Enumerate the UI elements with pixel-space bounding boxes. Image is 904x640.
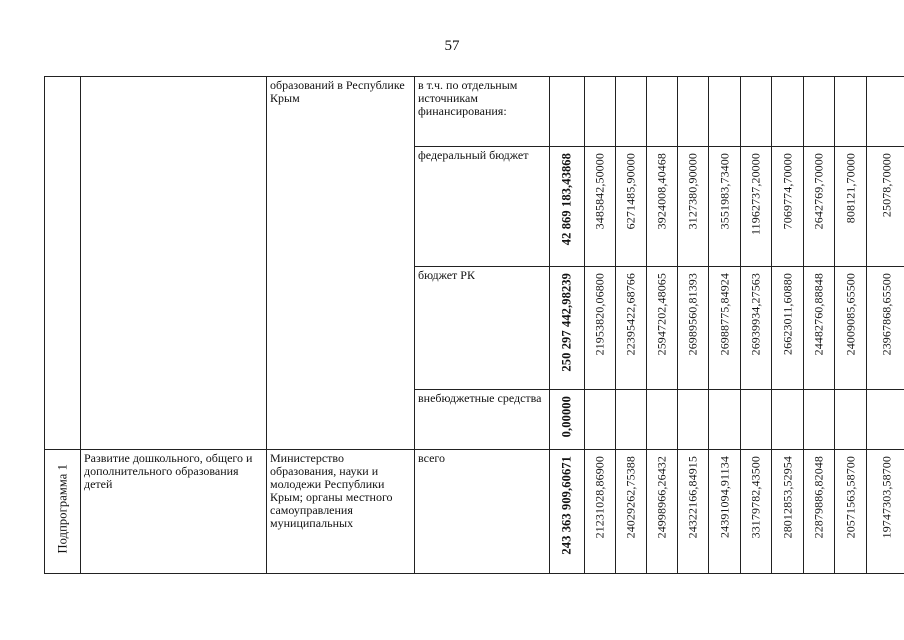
year-cell — [616, 77, 647, 147]
year-cell — [867, 450, 904, 574]
total-cell — [550, 147, 585, 267]
year-value: 3127380,90000 — [685, 153, 700, 230]
funding-source-label: внебюджетные средства — [418, 391, 542, 405]
year-value: 23967868,65500 — [879, 273, 893, 356]
year-cell — [647, 450, 678, 574]
year-value: 22879886,82048 — [811, 456, 826, 539]
year-cell — [585, 147, 616, 267]
year-value: 26939934,27563 — [748, 273, 763, 356]
funding-source-label: бюджет РК — [418, 268, 475, 282]
source-cell — [415, 450, 550, 574]
continued-name-cell — [81, 77, 267, 450]
year-cell — [678, 450, 709, 574]
year-cell — [835, 390, 867, 450]
year-cell — [616, 267, 647, 390]
year-cell — [585, 77, 616, 147]
year-value: 2642769,70000 — [811, 153, 826, 230]
year-cell — [772, 147, 804, 267]
total-value: 243 363 909,60671 — [559, 456, 574, 555]
year-cell — [772, 450, 804, 574]
year-value: 25947202,48065 — [654, 273, 669, 356]
responsible-text: образований в Республике Крым — [270, 78, 405, 105]
responsible-cell — [267, 450, 415, 574]
year-value: 6271485,90000 — [623, 153, 638, 230]
year-value: 24998966,26432 — [654, 456, 669, 539]
year-cell — [804, 267, 835, 390]
source-cell — [415, 77, 550, 147]
year-value: 33179782,43500 — [748, 456, 763, 539]
year-cell — [585, 450, 616, 574]
year-value: 25078,70000 — [879, 153, 893, 218]
total-value: 0,00000 — [559, 396, 574, 438]
funding-source-label: в т.ч. по отдельным источникам финансирования: — [418, 78, 518, 118]
subprogram-name-cell — [81, 450, 267, 574]
year-value: 7069774,70000 — [780, 153, 794, 230]
year-cell — [709, 77, 741, 147]
year-value: 28012853,52954 — [780, 456, 794, 539]
subprogram-row — [45, 450, 904, 574]
year-cell — [741, 77, 772, 147]
year-value: 22395422,68766 — [623, 273, 638, 356]
year-cell — [835, 77, 867, 147]
year-cell — [804, 450, 835, 574]
year-cell — [647, 267, 678, 390]
year-cell — [678, 267, 709, 390]
year-cell — [616, 390, 647, 450]
total-cell — [550, 390, 585, 450]
total-cell — [550, 267, 585, 390]
subprogram-name: Развитие дошкольного, общего и дополнительного образования детей — [84, 451, 253, 491]
year-cell — [678, 77, 709, 147]
year-cell — [804, 147, 835, 267]
year-cell — [772, 267, 804, 390]
year-cell — [616, 147, 647, 267]
year-value: 26623011,60880 — [780, 273, 794, 355]
source-cell — [415, 267, 550, 390]
year-cell — [741, 450, 772, 574]
year-value: 3924008,40468 — [654, 153, 669, 230]
year-value: 11962737,20000 — [748, 153, 763, 235]
year-cell — [867, 267, 904, 390]
responsible-text: Министерство образования, науки и молодежи Республики Крым; органы местного самоуправления муниципальных — [270, 451, 393, 530]
year-cell — [804, 390, 835, 450]
year-cell — [835, 147, 867, 267]
year-value: 21953820,06800 — [592, 273, 607, 356]
year-value: 24322166,84915 — [685, 456, 700, 539]
year-value: 26989560,81393 — [685, 273, 700, 356]
total-value: 42 869 183,43868 — [559, 153, 574, 246]
year-cell — [616, 450, 647, 574]
year-cell — [709, 147, 741, 267]
year-cell — [585, 390, 616, 450]
subprogram-label: Подпрограмма 1 — [55, 463, 69, 553]
table-row — [45, 77, 904, 147]
year-cell — [741, 267, 772, 390]
responsible-cell — [267, 77, 415, 450]
year-value: 3551983,73400 — [717, 153, 731, 230]
continued-label-cell — [45, 77, 81, 450]
page-number: 57 — [444, 38, 460, 54]
year-value: 21231028,86900 — [592, 456, 607, 539]
year-cell — [741, 147, 772, 267]
year-cell — [741, 390, 772, 450]
total-cell — [550, 450, 585, 574]
year-cell — [709, 390, 741, 450]
year-value: 3485842,50000 — [592, 153, 607, 230]
source-cell — [415, 147, 550, 267]
year-cell — [585, 267, 616, 390]
subprogram-label-cell — [45, 450, 81, 574]
year-cell — [867, 77, 904, 147]
source-cell — [415, 390, 550, 450]
total-value: 250 297 442,98239 — [559, 273, 574, 372]
year-cell — [647, 147, 678, 267]
year-cell — [772, 390, 804, 450]
year-cell — [867, 147, 904, 267]
funding-source-label: федеральный бюджет — [418, 148, 529, 162]
year-cell — [804, 77, 835, 147]
year-cell — [709, 267, 741, 390]
year-value: 24391094,91134 — [717, 456, 731, 538]
year-cell — [678, 390, 709, 450]
total-cell — [550, 77, 585, 147]
year-value: 24009085,65500 — [843, 273, 857, 356]
year-cell — [647, 77, 678, 147]
year-cell — [709, 450, 741, 574]
year-cell — [772, 77, 804, 147]
year-value: 20571563,58700 — [843, 456, 857, 539]
year-cell — [647, 390, 678, 450]
year-cell — [835, 450, 867, 574]
year-value: 24029262,75388 — [623, 456, 638, 539]
year-value: 26988775,84924 — [717, 273, 731, 356]
year-value: 19747303,58700 — [879, 456, 893, 539]
year-value: 808121,70000 — [843, 153, 857, 224]
funding-source-label: всего — [418, 451, 446, 465]
year-cell — [867, 390, 904, 450]
year-value: 24482760,88848 — [811, 273, 826, 356]
budget-table — [44, 76, 904, 574]
year-cell — [835, 267, 867, 390]
year-cell — [678, 147, 709, 267]
